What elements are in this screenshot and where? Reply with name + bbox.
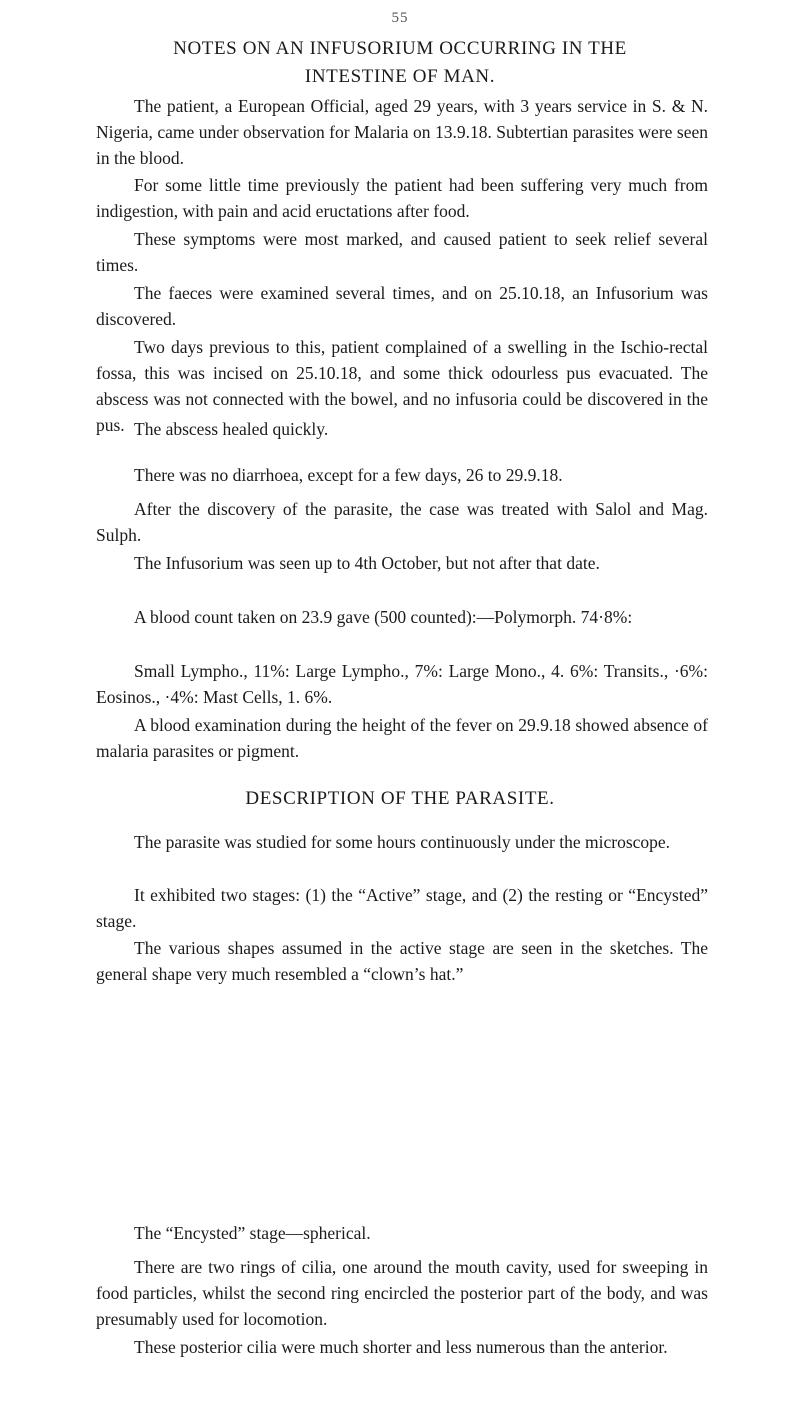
paragraph-blood-count-detail: Small Lympho., 11%: Large Lympho., 7%: Large Mono., 4. 6%: Transits., ·6%: Eosinos., ·4%: Mast Cells, 1. 6%. <box>96 661 708 707</box>
paragraph-studied: The parasite was studied for some hours continuously under the microscope. <box>134 832 671 852</box>
paragraph-abscess-healed: The abscess healed quickly. <box>134 419 329 439</box>
paragraph-stages: It exhibited two stages: (1) the “Active” stage, and (2) the resting or “Encysted” stage. <box>96 885 708 931</box>
paragraph-blood-examination: A blood examination during the height of the fever on 29.9.18 showed absence of malaria parasites or pigment. <box>96 715 708 761</box>
article-title-line-1: NOTES ON AN INFUSORIUM OCCURRING IN THE <box>173 38 627 59</box>
paragraph-blood-count: A blood count taken on 23.9 gave (500 counted):—Polymorph. 74·8%: <box>134 607 633 627</box>
paragraph-indigestion: For some little time previously the patient had been suffering very much from indigestion, with pain and acid eructations after food. <box>96 175 708 221</box>
paragraph-infusorium-seen: The Infusorium was seen up to 4th October, but not after that date. <box>134 553 600 573</box>
paragraph-encysted-stage: The “Encysted” stage—spherical. <box>134 1223 371 1243</box>
paragraph-abscess: Two days previous to this, patient complained of a swelling in the Ischio-rectal fossa, this was incised on 25.10.18, and some thick odourless pus evacuated. The abscess was not connected with the bowel, and no infusoria could be discovered in the pus. <box>96 337 708 435</box>
paragraph-patient-history: The patient, a European Official, aged 29 years, with 3 years service in S. & N. Nigeria, came under observation for Malaria on 13.9.18. Subtertian parasites were seen in the blood. <box>96 96 708 168</box>
paragraph-cilia-rings: There are two rings of cilia, one around the mouth cavity, used for sweeping in food particles, whilst the second ring encircled the posterior part of the body, and was presumably used for locomotion. <box>96 1257 708 1329</box>
section-heading: DESCRIPTION OF THE PARASITE. <box>245 788 555 809</box>
paragraph-diarrhoea: There was no diarrhoea, except for a few days, 26 to 29.9.18. <box>134 465 563 485</box>
paragraph-posterior-cilia: These posterior cilia were much shorter and less numerous than the anterior. <box>134 1337 668 1357</box>
paragraph-treatment: After the discovery of the parasite, the case was treated with Salol and Mag. Sulph. <box>96 499 708 545</box>
article-title-line-2: INTESTINE OF MAN. <box>304 66 496 87</box>
paragraph-shapes: The various shapes assumed in the active stage are seen in the sketches. The general shape very much resembled a “clown’s hat.” <box>96 938 708 984</box>
paragraph-symptoms: These symptoms were most marked, and caused patient to seek relief several times. <box>96 229 708 275</box>
paragraph-faeces: The faeces were examined several times, and on 25.10.18, an Infusorium was discovered. <box>96 283 708 329</box>
page-number: 55 <box>391 10 409 26</box>
